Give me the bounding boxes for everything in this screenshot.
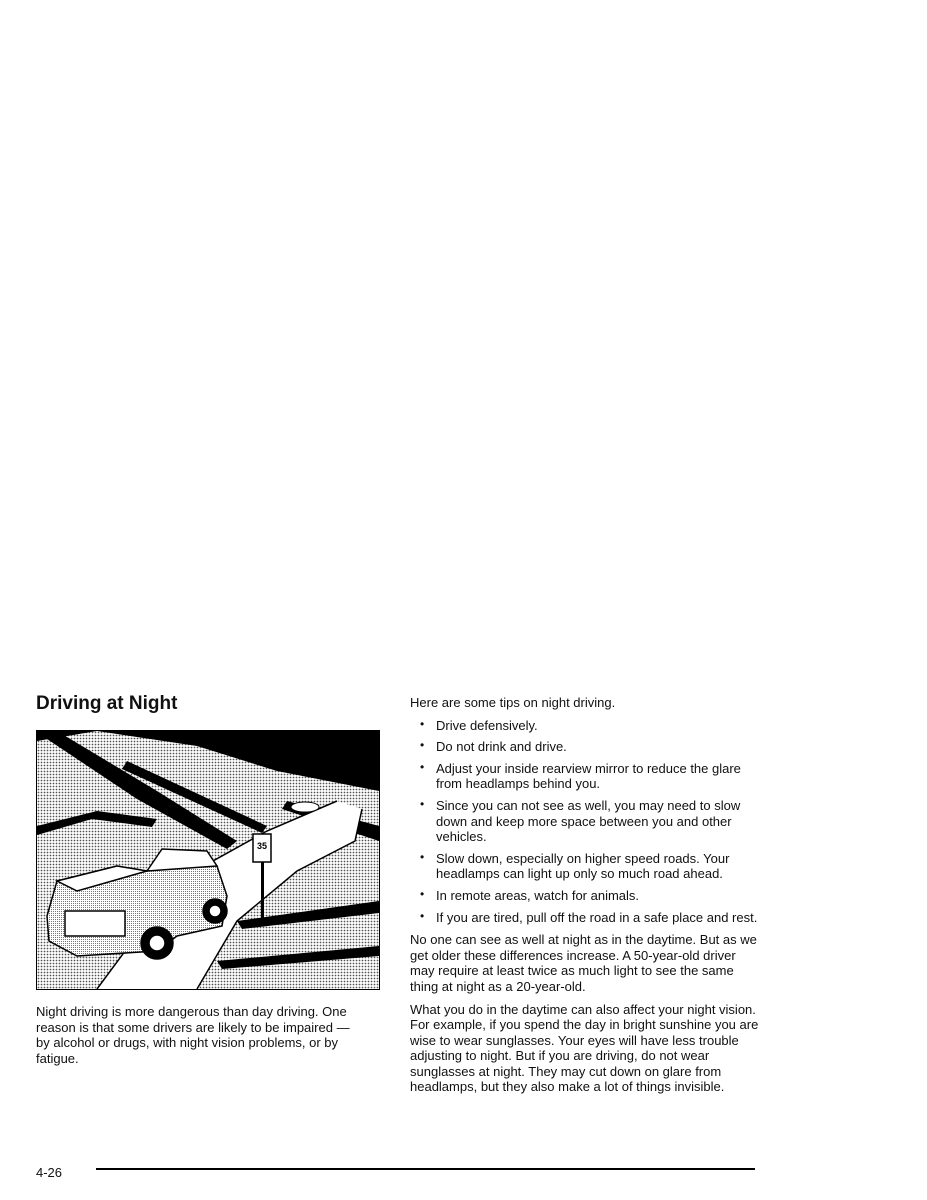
list-item xyxy=(410,910,760,926)
list-item-text: Do not drink and drive. xyxy=(436,739,567,755)
bullet-icon: • xyxy=(420,886,425,901)
list-item xyxy=(410,888,760,904)
oncoming-car xyxy=(291,802,319,812)
bullet-icon: • xyxy=(420,716,425,731)
list-item-text: Drive defensively. xyxy=(436,717,538,733)
bullet-icon: • xyxy=(420,796,425,811)
list-item xyxy=(410,718,760,734)
bullet-icon: • xyxy=(420,908,425,923)
bullet-icon: • xyxy=(420,738,425,753)
list-item xyxy=(410,761,760,792)
footer-rule xyxy=(96,1168,755,1170)
body-paragraph: No one can see as well at night as in the daytime. But as we get older these differences increase. A 50-year-old driver may require at least twice as much light to see the same thing at night as a 20-year-old. xyxy=(410,932,757,994)
list-item xyxy=(410,739,760,755)
body-paragraph: What you do in the daytime can also affect your night vision. For example, if you spend the day in bright sunshine you are wise to wear sunglasses. Your eyes will have less trouble adjusting to night. But if you are driving, do not wear sunglasses at night. They may cut down on glare from headlamps, but they also make a lot of things invisible. xyxy=(410,1001,759,1095)
list-item-text: If you are tired, pull off the road in a safe place and rest. xyxy=(436,909,758,925)
speed-sign-post xyxy=(261,856,264,926)
intro-paragraph: Night driving is more dangerous than day driving. One reason is that some drivers are likely to be impaired — by alcohol or drugs, with night vision problems, or by fatigue. xyxy=(36,1004,350,1066)
list-item xyxy=(410,851,760,882)
list-item-text: Adjust your inside rearview mirror to reduce the glare from headlamps behind you. xyxy=(436,760,741,792)
list-item-text: In remote areas, watch for animals. xyxy=(436,887,640,903)
night-driving-illustration xyxy=(36,730,380,990)
list-item xyxy=(410,798,760,845)
left-column xyxy=(36,692,384,1066)
list-item-text: Slow down, especially on higher speed roads. Your headlamps can light up only so much road ahead. xyxy=(436,850,730,882)
right-column xyxy=(410,695,760,1102)
page-number: 4-26 xyxy=(36,1165,63,1180)
speed-sign-number: 35 xyxy=(256,841,268,851)
section-heading: Driving at Night xyxy=(36,693,178,714)
bullet-icon: • xyxy=(420,849,425,864)
list-item-text: Since you can not see as well, you may need to slow down and keep more space between you and other vehicles. xyxy=(436,797,741,845)
tips-lead: Here are some tips on night driving. xyxy=(410,695,616,710)
tips-list xyxy=(410,718,760,926)
bullet-icon: • xyxy=(420,759,425,774)
